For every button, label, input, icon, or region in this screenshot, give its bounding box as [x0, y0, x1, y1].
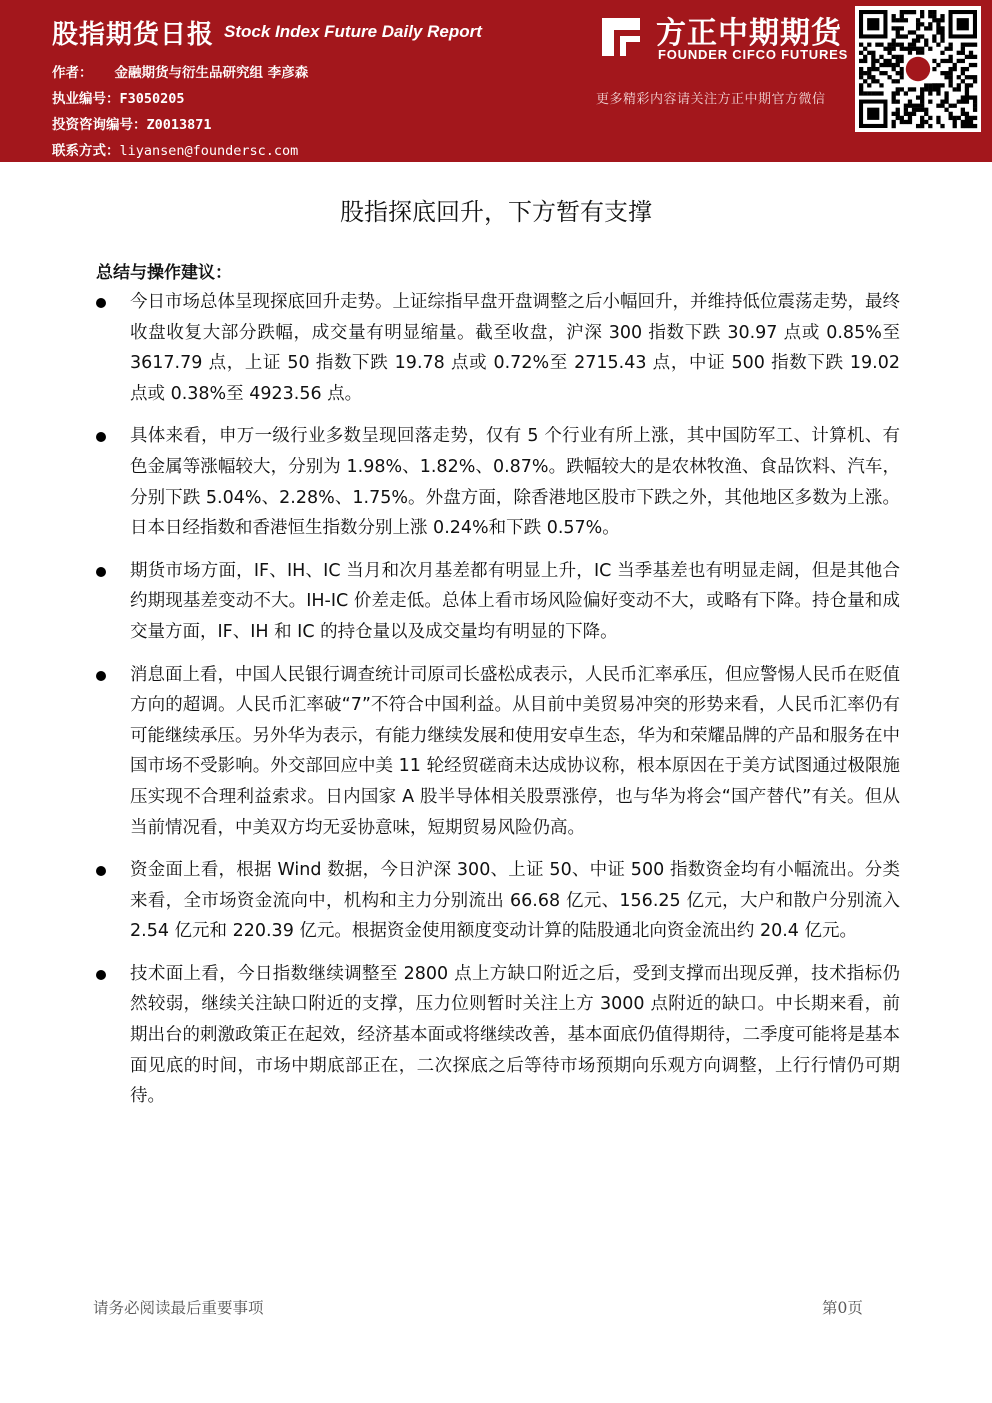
bullet-icon	[96, 970, 106, 980]
author-value: 金融期货与衍生品研究组 李彦森	[114, 65, 309, 81]
bullet-icon	[96, 298, 106, 308]
report-title-en: Stock Index Future Daily Report	[224, 22, 482, 41]
list-item-text: 消息面上看，中国人民银行调查统计司原司长盛松成表示，人民币汇率承压，但应警惕人民币在贬值方向的超调。人民币汇率破“7”不符合中国利益。从目前中美贸易冲突的形势来看，人民币汇率仍有可能继续承压。另外华为表示，有能力继续发展和使用安卓生态，华为和荣耀品牌的产品和服务在中国市场不受影响。外交部回应中美 11 轮经贸磋商未达成协议称，根本原因在于美方试图通过极限施压实现不合理利益索求。日内国家 A 股半导体相关股票涨停，也与华为将会“国产替代”有关。但从当前情况看，中美双方均无妥协意味，短期贸易风险仍高。	[130, 664, 900, 838]
list-item-text: 技术面上看，今日指数继续调整至 2800 点上方缺口附近之后，受到支撑而出现反弹，技术指标仍然较弱，继续关注缺口附近的支撑，压力位则暂时关注上方 3000 点附近的缺口。中长期来看，前期出台的刺激政策正在起效，经济基本面或将继续改善，基本面底仍值得期待，二季度可能将是基本面见底的时间，市场中期底部正在，二次探底之后等待市场预期向乐观方向调整，上行行情仍可期待。	[130, 963, 900, 1107]
license-line	[52, 87, 185, 107]
section-heading: 总结与操作建议：	[96, 263, 232, 283]
bullet-icon	[96, 866, 106, 876]
brand-logo-icon	[600, 16, 642, 58]
contact-line	[52, 139, 298, 159]
license-label: 执业编号：	[52, 91, 120, 107]
contact-label: 联系方式：	[52, 143, 120, 159]
list-item	[96, 855, 900, 947]
bullet-icon	[96, 432, 106, 442]
brand-name-cn: 方正中期期货	[656, 16, 842, 51]
author-line	[52, 61, 308, 81]
author-label: 作者：	[52, 65, 93, 81]
brand-name-en: FOUNDER CIFCO FUTURES	[658, 47, 849, 62]
list-item-text: 期货市场方面，IF、IH、IC 当月和次月基差都有明显上升，IC 当季基差也有明显走阔，但是其他合约期现基差变动不大。IH-IC 价差走低。总体上看市场风险偏好变动不大，或略有下降。持仓量和成交量方面，IF、IH 和 IC 的持仓量以及成交量均有明显的下降。	[130, 560, 900, 642]
footer-note: 请务必阅读最后重要事项	[93, 1299, 264, 1317]
contact-value: liyansen@foundersc.com	[119, 143, 299, 159]
bullet-icon	[96, 671, 106, 681]
list-item	[96, 287, 900, 409]
list-item-text: 资金面上看，根据 Wind 数据，今日沪深 300、上证 50、中证 500 指数资金均有小幅流出。分类来看，全市场资金流向中，机构和主力分别流出 66.68 亿元、156.25 亿元，大户和散户分别流入 2.54 亿元和 220.39 亿元。根据资金使用额度变动计算的陆股通北向资金流出约 20.4 亿元。	[130, 860, 900, 942]
qr-code-icon[interactable]	[855, 6, 981, 132]
list-item	[96, 660, 900, 844]
advisor-label: 投资咨询编号：	[52, 117, 147, 133]
list-item	[96, 556, 900, 648]
advisor-line	[52, 113, 212, 133]
summary-list	[96, 287, 900, 1124]
report-title: 股指期货日报	[52, 20, 215, 50]
advisor-value: Z0013871	[146, 117, 212, 133]
license-value: F3050205	[119, 91, 185, 107]
list-item	[96, 421, 900, 543]
report-header	[0, 0, 992, 162]
list-item	[96, 959, 900, 1112]
list-item-text: 具体来看，申万一级行业多数呈现回落走势，仅有 5 个行业有所上涨，其中国防军工、计算机、有色金属等涨幅较大，分别为 1.98%、1.82%、0.87%。跌幅较大的是农林牧渔、食品饮料、汽车，分别下跌 5.04%、2.28%、1.75%。外盘方面，除香港地区股市下跌之外，其他地区多数为上涨。日本日经指数和香港恒生指数分别上涨 0.24%和下跌 0.57%。	[130, 426, 900, 539]
bullet-icon	[96, 567, 106, 577]
wechat-note: 更多精彩内容请关注方正中期官方微信	[596, 92, 826, 107]
list-item-text: 今日市场总体呈现探底回升走势。上证综指早盘开盘调整之后小幅回升，并维持低位震荡走势，最终收盘收复大部分跌幅，成交量有明显缩量。截至收盘，沪深 300 指数下跌 30.97 点或 0.85%至 3617.79 点，上证 50 指数下跌 19.78 点或 0.72%至 2715.43 点，中证 500 指数下跌 19.02 点或 0.38%至 4923.56 点。	[130, 292, 900, 404]
document-title: 股指探底回升，下方暂有支撑	[340, 198, 652, 226]
page-number: 第0页	[822, 1299, 863, 1317]
